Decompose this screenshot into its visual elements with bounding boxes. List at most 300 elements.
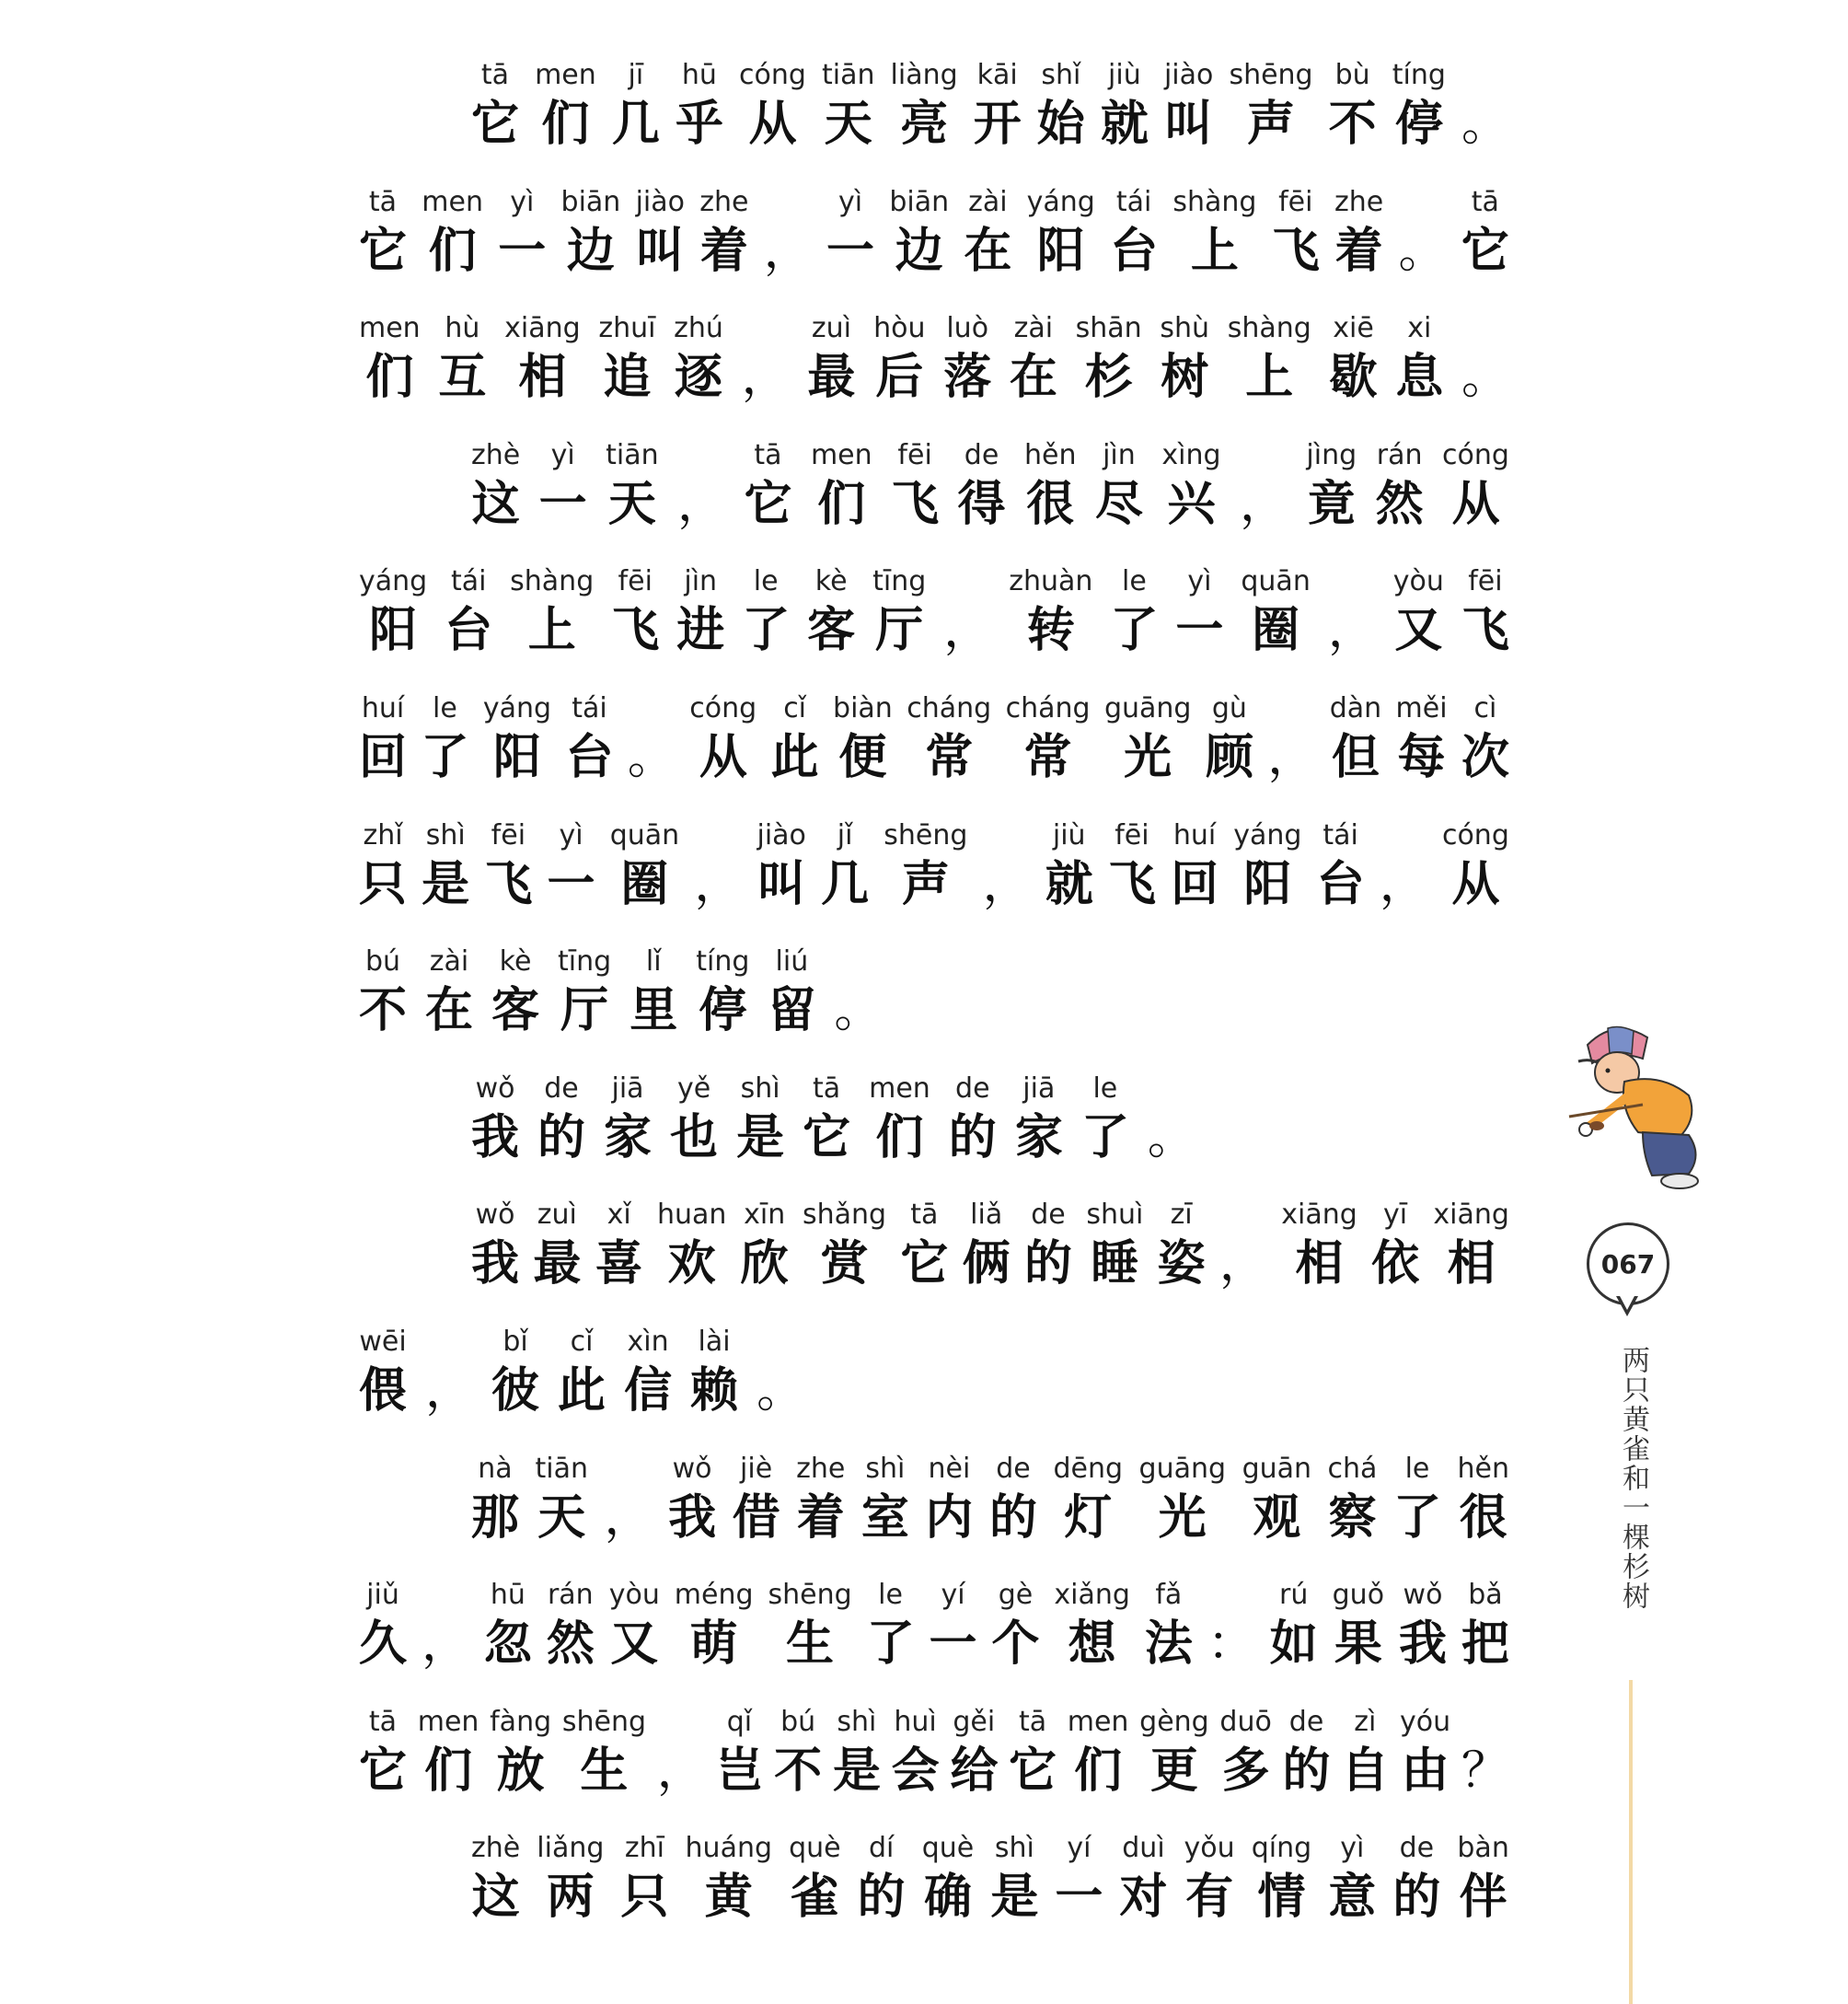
pinyin: le: [1092, 1072, 1118, 1105]
pinyin: bú: [780, 1705, 816, 1738]
pinyin: quān: [609, 818, 680, 851]
pinyin: men: [810, 438, 872, 471]
hanzi: 室: [860, 1489, 909, 1546]
hanzi: 把: [1461, 1616, 1509, 1673]
text-line: [359, 310, 1509, 437]
hanzi: 一: [929, 1616, 977, 1673]
pinyin: fēi: [1115, 818, 1149, 851]
character-cell: [907, 690, 991, 788]
hanzi: 又: [1394, 602, 1443, 659]
hanzi: 内: [925, 1489, 974, 1546]
pinyin: què: [789, 1832, 841, 1865]
character-cell: [1086, 1197, 1143, 1294]
hanzi: 。: [1147, 1109, 1195, 1165]
hanzi: 客: [491, 982, 540, 1039]
hanzi: 然: [1375, 475, 1424, 532]
hanzi: 在: [964, 222, 1012, 279]
pinyin: què: [921, 1832, 975, 1865]
pinyin: tā: [813, 1072, 841, 1105]
hanzi: 进: [676, 602, 725, 659]
pinyin: shǎng: [802, 1199, 887, 1232]
pinyin: jiǔ: [366, 1579, 399, 1612]
hanzi: 有: [1185, 1869, 1234, 1926]
character-cell: [1081, 1071, 1129, 1168]
hanzi: 从: [748, 96, 797, 152]
hanzi: 常: [925, 728, 974, 785]
hanzi: 了: [421, 728, 469, 785]
character-cell: [745, 437, 792, 535]
pinyin: hěn: [1024, 438, 1077, 471]
hanzi: 阳: [1036, 222, 1085, 279]
hanzi: 一: [498, 222, 547, 279]
character-cell: [1139, 1451, 1227, 1548]
hanzi: 放: [496, 1742, 545, 1799]
pinyin: men: [422, 185, 483, 218]
pinyin-text-block: [359, 57, 1509, 1957]
pinyin: kāi: [976, 59, 1018, 91]
punctuation-cell: [943, 563, 991, 661]
character-cell: [471, 1830, 520, 1928]
character-cell: [359, 1577, 407, 1674]
hanzi: 。: [834, 983, 883, 1039]
pinyin: gè: [998, 1579, 1034, 1612]
hanzi: 了: [866, 1616, 915, 1673]
hanzi: 它: [471, 96, 520, 152]
punctuation-cell: [1461, 1704, 1509, 1801]
hanzi: 自: [1341, 1742, 1390, 1799]
pinyin: tā: [1018, 1705, 1047, 1738]
hanzi: 飞: [1271, 222, 1320, 279]
text-line: [359, 690, 1509, 817]
character-cell: [989, 1451, 1037, 1548]
pinyin: lài: [698, 1325, 731, 1358]
pinyin: yáng: [1026, 185, 1095, 218]
hanzi: 尽: [1094, 475, 1143, 532]
hanzi: 杉: [1084, 349, 1133, 406]
character-cell: [1068, 1704, 1129, 1801]
character-cell: [1171, 817, 1219, 915]
hanzi: 们: [875, 1108, 924, 1165]
hanzi: 台: [1316, 855, 1365, 912]
hanzi: 落: [943, 349, 992, 406]
hanzi: 边: [566, 222, 615, 279]
hanzi: 不: [1328, 96, 1377, 152]
character-cell: [1252, 1830, 1311, 1928]
character-cell: [1395, 310, 1443, 408]
character-cell: [891, 437, 939, 535]
hanzi: 它: [1461, 222, 1509, 279]
pinyin: shēng: [768, 1579, 852, 1612]
hanzi: 忽: [483, 1616, 532, 1673]
character-cell: [1393, 1451, 1441, 1548]
hanzi: 停: [1394, 96, 1443, 152]
pinyin: cóng: [1441, 818, 1509, 851]
hanzi: 生: [786, 1616, 835, 1673]
pinyin: zuì: [811, 312, 851, 345]
pinyin: huì: [894, 1705, 937, 1738]
hanzi: 是: [990, 1869, 1039, 1926]
character-cell: [1053, 1451, 1123, 1548]
pinyin: le: [878, 1579, 903, 1612]
punctuation-cell: [742, 310, 790, 408]
hanzi: 光: [1124, 728, 1172, 785]
character-cell: [872, 563, 926, 661]
text-line: [359, 1704, 1509, 1831]
pinyin: zhú: [674, 312, 723, 345]
pinyin: biān: [560, 185, 621, 218]
pinyin: shēng: [884, 818, 968, 851]
character-cell: [1139, 1704, 1209, 1801]
character-cell: [1329, 57, 1377, 155]
pinyin: yáng: [482, 691, 552, 724]
hanzi: 很: [1459, 1489, 1507, 1546]
hanzi: 几: [611, 96, 660, 152]
character-cell: [1006, 690, 1091, 788]
character-cell: [676, 57, 723, 155]
hanzi: 意: [1328, 1869, 1377, 1926]
punctuation-cell: [834, 944, 882, 1041]
pinyin: xiāng: [504, 312, 581, 345]
character-cell: [930, 1577, 977, 1674]
pinyin: tā: [480, 59, 510, 91]
pinyin: shì: [994, 1832, 1034, 1865]
character-cell: [657, 1197, 726, 1294]
pinyin: rú: [1279, 1579, 1309, 1612]
hanzi: 这: [471, 475, 520, 532]
pinyin: duì: [1122, 1832, 1165, 1865]
pinyin: le: [433, 691, 457, 724]
character-cell: [359, 184, 407, 282]
hanzi: 只: [620, 1869, 669, 1926]
pinyin: de: [1031, 1199, 1066, 1232]
pinyin: tíng: [1392, 59, 1446, 91]
hanzi: 了: [1080, 1108, 1129, 1165]
hanzi: 停: [699, 982, 747, 1039]
punctuation-cell: [657, 1704, 705, 1801]
pinyin: bǐ: [502, 1325, 528, 1358]
pinyin: dàn: [1329, 691, 1382, 724]
hanzi: 上: [1190, 222, 1239, 279]
character-cell: [483, 690, 551, 788]
hanzi: 阳: [1243, 855, 1292, 912]
hanzi: ，: [677, 476, 726, 532]
hanzi: ，: [656, 1743, 705, 1799]
character-cell: [1024, 437, 1076, 535]
character-cell: [1228, 310, 1311, 408]
hanzi: 欢: [667, 1235, 716, 1292]
hanzi: 追: [603, 349, 652, 406]
hanzi: ，: [982, 856, 1031, 912]
pinyin: le: [1122, 565, 1147, 598]
punctuation-cell: [425, 1324, 473, 1421]
pinyin: hū: [490, 1579, 526, 1612]
pinyin: le: [753, 565, 779, 598]
pinyin: fēi: [618, 565, 653, 598]
hanzi: ：: [1207, 1616, 1255, 1673]
hanzi: 也: [670, 1108, 719, 1165]
character-cell: [359, 690, 407, 788]
character-cell: [1009, 563, 1092, 661]
text-line: [359, 57, 1509, 184]
character-cell: [1328, 1830, 1376, 1928]
hanzi: 姿: [1157, 1235, 1206, 1292]
character-cell: [558, 1324, 606, 1421]
character-cell: [715, 1704, 763, 1801]
pinyin: jìng: [1306, 438, 1357, 471]
hanzi: 彼: [491, 1361, 540, 1419]
hanzi: 客: [807, 602, 856, 659]
pinyin: hù: [445, 312, 480, 345]
character-cell: [1461, 563, 1509, 661]
pinyin: shù: [1160, 312, 1210, 345]
character-cell: [1376, 437, 1424, 535]
hanzi: 我: [668, 1489, 717, 1546]
character-cell: [686, 1830, 772, 1928]
hanzi: 相: [1447, 1235, 1496, 1292]
pinyin: de: [955, 1072, 990, 1105]
hanzi: 顾: [1205, 728, 1253, 785]
hanzi: ，: [1219, 1236, 1267, 1292]
pinyin: zhuàn: [1009, 565, 1093, 598]
hanzi: 后: [875, 349, 924, 406]
hanzi: 台: [445, 602, 493, 659]
pinyin: tái: [450, 565, 487, 598]
hanzi: 岂: [715, 1742, 764, 1799]
character-cell: [925, 1451, 973, 1548]
pinyin: yí: [941, 1579, 965, 1612]
character-cell: [1045, 817, 1093, 915]
character-cell: [943, 310, 991, 408]
hanzi: 互: [438, 349, 487, 406]
character-cell: [611, 563, 659, 661]
character-cell: [359, 817, 407, 915]
character-cell: [1392, 57, 1446, 155]
hanzi: 对: [1119, 1869, 1168, 1926]
character-cell: [1095, 437, 1143, 535]
character-cell: [1317, 817, 1365, 915]
character-cell: [533, 1197, 581, 1294]
pinyin: yòu: [1392, 565, 1444, 598]
hanzi: 圈: [1252, 602, 1300, 659]
character-cell: [547, 1577, 595, 1674]
hanzi: 借: [732, 1489, 780, 1546]
character-cell: [539, 437, 587, 535]
hanzi: 乎: [675, 96, 723, 152]
character-cell: [1175, 563, 1223, 661]
hanzi: 的: [948, 1108, 997, 1165]
hanzi: ，: [1327, 603, 1376, 659]
pinyin: tiān: [606, 438, 659, 471]
pinyin: jiù: [1108, 59, 1141, 91]
punctuation-cell: [1380, 817, 1427, 915]
pinyin: yì: [1187, 565, 1212, 598]
hanzi: ，: [604, 1489, 653, 1546]
character-cell: [610, 817, 679, 915]
pinyin: xǐ: [606, 1199, 631, 1232]
character-cell: [950, 1704, 998, 1801]
pinyin: bú: [364, 945, 401, 979]
character-cell: [359, 563, 427, 661]
pinyin: duō: [1219, 1705, 1272, 1738]
text-line: [359, 1830, 1509, 1957]
hanzi: 它: [744, 475, 792, 532]
pinyin: xiē: [1333, 312, 1374, 345]
hanzi: 的: [988, 1489, 1037, 1546]
character-cell: [833, 1704, 881, 1801]
hanzi: 逐: [675, 349, 723, 406]
pinyin: zhe: [796, 1452, 846, 1485]
punctuation-cell: [1240, 437, 1288, 535]
pinyin: yí: [1067, 1832, 1091, 1865]
pinyin: men: [869, 1072, 930, 1105]
pinyin: men: [417, 1705, 479, 1738]
character-cell: [537, 1830, 604, 1928]
character-cell: [1184, 1830, 1235, 1928]
pinyin: kè: [814, 565, 848, 598]
hanzi: 歇: [1329, 349, 1378, 406]
hanzi: 个: [991, 1616, 1040, 1673]
character-cell: [598, 310, 655, 408]
hanzi: 着: [796, 1489, 845, 1546]
hanzi: 赖: [690, 1361, 739, 1419]
pinyin: tā: [1471, 185, 1499, 218]
character-cell: [796, 1451, 845, 1548]
hanzi: 厅: [560, 982, 609, 1039]
character-cell: [1442, 817, 1509, 915]
hanzi: 。: [1461, 97, 1509, 152]
pinyin: tíng: [696, 945, 750, 979]
character-cell: [558, 944, 611, 1041]
text-line: [359, 563, 1509, 690]
punctuation-cell: [1207, 1577, 1255, 1674]
hanzi: 。: [757, 1362, 805, 1419]
character-cell: [1104, 690, 1192, 788]
pinyin: zì: [1354, 1705, 1377, 1738]
hanzi: 。: [627, 729, 676, 785]
hanzi: 我: [471, 1108, 520, 1165]
pinyin: rán: [1376, 438, 1423, 471]
character-cell: [471, 1197, 519, 1294]
pinyin: shàng: [1227, 312, 1311, 345]
pinyin: fēi: [1278, 185, 1313, 218]
character-cell: [1110, 184, 1158, 282]
punctuation-cell: [677, 437, 725, 535]
character-cell: [1161, 437, 1220, 535]
hanzi: 们: [817, 475, 866, 532]
character-cell: [504, 310, 581, 408]
character-cell: [1283, 1704, 1331, 1801]
page-number: 067: [1587, 1222, 1669, 1305]
hanzi: 台: [565, 728, 614, 785]
hanzi: 一: [1055, 1869, 1103, 1926]
hanzi: 阳: [369, 602, 418, 659]
character-cell: [826, 184, 874, 282]
pinyin: yì: [1340, 1832, 1365, 1865]
character-cell: [674, 310, 723, 408]
pinyin: tái: [572, 691, 607, 724]
character-cell: [873, 310, 925, 408]
pinyin: yì: [837, 185, 863, 218]
hanzi: 那: [471, 1489, 520, 1546]
hanzi: 最: [533, 1235, 582, 1292]
pinyin: men: [359, 312, 421, 345]
character-cell: [490, 1704, 551, 1801]
hanzi: 从: [1451, 475, 1500, 532]
hanzi: 睡: [1091, 1235, 1139, 1292]
character-cell: [822, 57, 875, 155]
punctuation-cell: [1461, 310, 1509, 408]
hanzi: ，: [694, 856, 743, 912]
pinyin: cǐ: [570, 1325, 594, 1358]
pinyin: yì: [510, 185, 535, 218]
punctuation-cell: [628, 690, 676, 788]
hanzi: 从: [1451, 855, 1500, 912]
pinyin: shì: [425, 818, 466, 851]
pinyin: nèi: [928, 1452, 971, 1485]
hanzi: 一: [538, 475, 587, 532]
hanzi: 相: [518, 349, 567, 406]
punctuation-cell: [1328, 563, 1376, 661]
character-cell: [1009, 1704, 1057, 1801]
hanzi: 飞: [1107, 855, 1156, 912]
pinyin: chá: [1327, 1452, 1378, 1485]
pinyin: jiè: [740, 1452, 773, 1485]
hanzi: 多: [1221, 1742, 1270, 1799]
character-cell: [561, 184, 621, 282]
character-cell: [1219, 1704, 1271, 1801]
punctuation-cell: [1267, 690, 1315, 788]
character-cell: [422, 184, 483, 282]
character-cell: [1242, 1451, 1311, 1548]
character-cell: [892, 1704, 940, 1801]
character-cell: [491, 944, 539, 1041]
character-cell: [359, 944, 407, 1041]
hanzi: 息: [1395, 349, 1444, 406]
character-cell: [922, 1830, 975, 1928]
character-cell: [1055, 1830, 1103, 1928]
pinyin: de: [964, 438, 999, 471]
character-cell: [768, 944, 815, 1041]
hanzi: 叫: [757, 855, 806, 912]
pinyin: de: [1399, 1832, 1435, 1865]
hanzi: 了: [1110, 602, 1159, 659]
hanzi: 依: [1371, 1235, 1420, 1292]
hanzi: 的: [1024, 1235, 1073, 1292]
character-cell: [974, 57, 1022, 155]
pinyin: liǎ: [970, 1199, 1003, 1232]
pinyin: zuì: [537, 1199, 577, 1232]
character-cell: [1457, 1830, 1508, 1928]
hanzi: 里: [629, 982, 678, 1039]
character-cell: [789, 1830, 841, 1928]
hanzi: 在: [425, 982, 474, 1039]
pinyin: cǐ: [783, 691, 807, 724]
hanzi: 竟: [1307, 475, 1356, 532]
character-cell: [668, 1451, 716, 1548]
character-cell: [690, 1324, 738, 1421]
hanzi: 不: [359, 982, 408, 1039]
pinyin: de: [996, 1452, 1031, 1485]
pinyin: cháng: [907, 691, 992, 724]
hanzi: 黄: [704, 1869, 753, 1926]
pinyin: xìn: [627, 1325, 669, 1358]
hanzi: 察: [1328, 1489, 1377, 1546]
hanzi: 是: [832, 1742, 881, 1799]
character-cell: [1172, 184, 1256, 282]
pinyin: liú: [775, 945, 809, 979]
hanzi: 声: [1247, 96, 1296, 152]
hanzi: 天: [537, 1489, 586, 1546]
